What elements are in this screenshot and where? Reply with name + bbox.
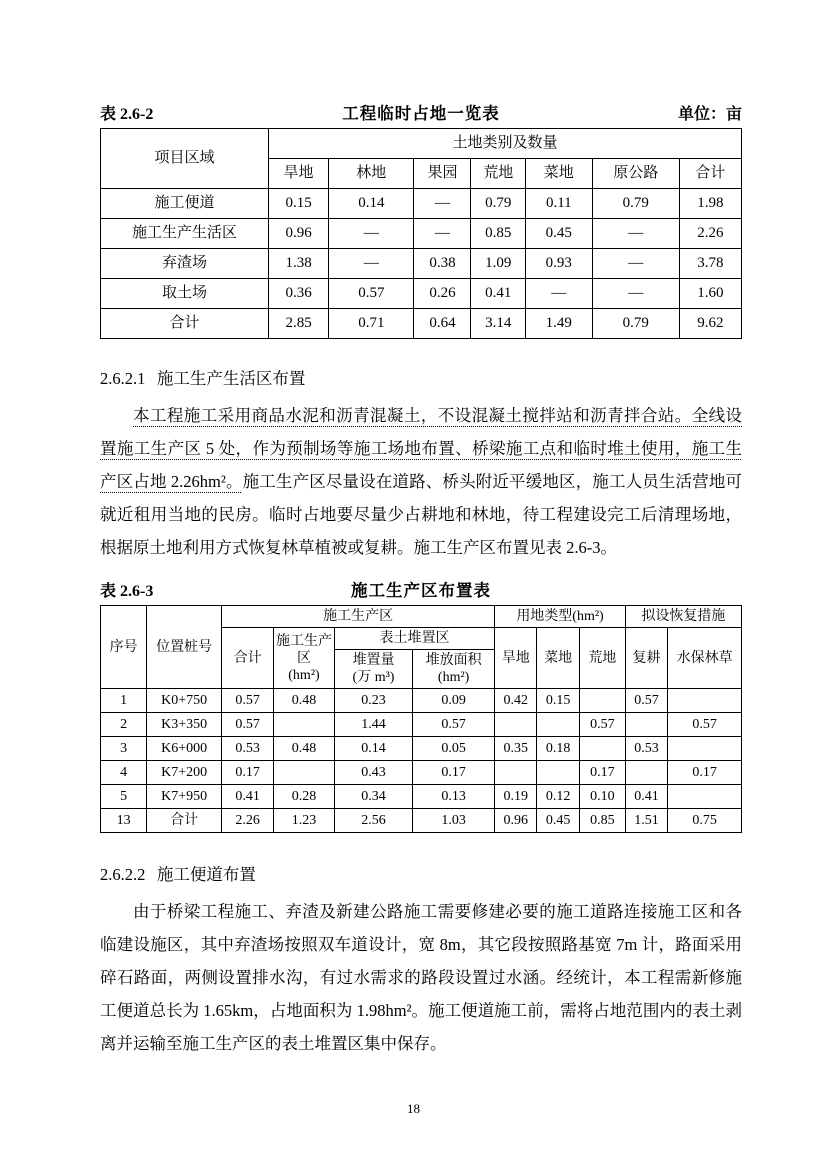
data-cell: 3.78 — [679, 249, 741, 279]
col-header: 菜地 — [525, 159, 592, 189]
data-cell: 0.57 — [668, 713, 742, 737]
table-row — [101, 689, 742, 713]
table-row — [101, 761, 742, 785]
data-cell: 0.14 — [334, 737, 412, 761]
table2-caption-label: 表 2.6-3 — [100, 583, 154, 600]
data-cell — [579, 689, 625, 713]
data-cell: 2 — [101, 713, 147, 737]
body-paragraph-1 — [100, 399, 742, 564]
table-row — [101, 785, 742, 809]
data-cell: 0.85 — [471, 219, 525, 249]
col-header: 林地 — [329, 159, 414, 189]
data-cell: 0.75 — [668, 809, 742, 833]
data-cell — [668, 737, 742, 761]
data-cell: K7+950 — [147, 785, 222, 809]
col-header-vegetable: 菜地 — [537, 628, 579, 689]
data-cell — [274, 713, 335, 737]
col-header-wasteland: 荒地 — [579, 628, 625, 689]
table-row — [101, 809, 742, 833]
data-cell: 1.23 — [274, 809, 335, 833]
section-number: 2.6.2.2 — [100, 865, 146, 884]
data-cell: 1.51 — [625, 809, 667, 833]
data-cell: 0.36 — [268, 279, 328, 309]
data-cell: K3+350 — [147, 713, 222, 737]
data-cell: 0.05 — [413, 737, 495, 761]
data-cell: 1.38 — [268, 249, 328, 279]
header-label: 堆置量 — [352, 653, 395, 668]
col-header-total: 合计 — [222, 628, 274, 689]
data-cell — [274, 761, 335, 785]
data-cell: — — [414, 189, 471, 219]
data-cell: 1.09 — [471, 249, 525, 279]
data-cell: 2.85 — [268, 309, 328, 339]
table-row — [101, 249, 742, 279]
data-cell: 0.48 — [274, 689, 335, 713]
data-cell — [537, 761, 579, 785]
data-cell: 0.53 — [625, 737, 667, 761]
table-row — [101, 713, 742, 737]
table-row — [101, 189, 742, 219]
data-cell — [668, 785, 742, 809]
data-cell: 0.48 — [274, 737, 335, 761]
col-header-recultivation: 复耕 — [625, 628, 667, 689]
section-heading-2621 — [100, 365, 742, 389]
data-cell: K6+000 — [147, 737, 222, 761]
data-cell — [625, 713, 667, 737]
data-cell: 0.12 — [537, 785, 579, 809]
data-cell: 2.26 — [222, 809, 274, 833]
table-row — [101, 737, 742, 761]
paragraph-text: 施工生产区尽量设在道路、桥头附近平缓地区，施工人员生活营地可就近租用当地的民房。临时占地要尽量少占耕地和林地，待工程建设完工后清理场地，根据原土地利用方式恢复林草植被或复耕。施工生产区布置见表 2.6-3。 — [100, 472, 743, 557]
col-header-forest-grass: 水保林草 — [668, 628, 742, 689]
section-heading-2622 — [100, 861, 742, 885]
data-cell: 0.96 — [268, 219, 328, 249]
data-cell: 1 — [101, 689, 147, 713]
data-cell: 0.79 — [471, 189, 525, 219]
col-header-landtype-group: 用地类型(hm²) — [495, 606, 626, 628]
col-header-land-type-group: 土地类别及数量 — [268, 129, 741, 159]
data-cell: — — [592, 279, 679, 309]
row-label: 弃渣场 — [101, 249, 269, 279]
data-cell: 0.53 — [222, 737, 274, 761]
col-header: 原公路 — [592, 159, 679, 189]
table1-caption-label: 表 2.6-2 — [100, 106, 154, 123]
section-title: 施工生产生活区布置 — [156, 369, 306, 388]
table2-title: 施工生产区布置表 — [351, 581, 491, 600]
data-cell: K7+200 — [147, 761, 222, 785]
data-cell: 0.41 — [625, 785, 667, 809]
data-cell: 0.45 — [525, 219, 592, 249]
data-cell: 0.13 — [413, 785, 495, 809]
temporary-land-occupation-table — [100, 128, 742, 339]
data-cell: 0.17 — [668, 761, 742, 785]
header-label: 施工生产区 — [275, 633, 332, 666]
data-cell: 3.14 — [471, 309, 525, 339]
data-cell — [579, 737, 625, 761]
col-header-production-area — [274, 628, 335, 689]
data-cell: — — [592, 249, 679, 279]
data-cell: 13 — [101, 809, 147, 833]
data-cell: 0.38 — [414, 249, 471, 279]
data-cell: 1.49 — [525, 309, 592, 339]
table-row — [101, 279, 742, 309]
data-cell — [668, 689, 742, 713]
row-label: 施工生产生活区 — [101, 219, 269, 249]
data-cell: 0.45 — [537, 809, 579, 833]
col-header-pile-volume — [334, 650, 412, 689]
data-cell: 0.71 — [329, 309, 414, 339]
data-cell: 1.98 — [679, 189, 741, 219]
data-cell: 0.34 — [334, 785, 412, 809]
data-cell: 0.09 — [413, 689, 495, 713]
data-cell — [537, 713, 579, 737]
data-cell: 2.26 — [679, 219, 741, 249]
underlined-text: 本工程施工采用商品水泥和沥青混凝土，不设混凝土搅拌站和沥青拌合站。全线设置施工生产区 5 处，作为预制场等施工场地布置、桥梁施工点和临时堆土使用，施工生产区占地 2.26hm²。 — [100, 406, 742, 491]
data-cell: 0.57 — [222, 713, 274, 737]
data-cell: 2.56 — [334, 809, 412, 833]
data-cell: 0.15 — [537, 689, 579, 713]
page-number: 18 — [407, 1101, 420, 1116]
data-cell: 9.62 — [679, 309, 741, 339]
header-unit: (hm²) — [288, 667, 320, 683]
col-header-serial: 序号 — [101, 606, 147, 689]
table1-unit-label: 单位：亩 — [677, 106, 742, 123]
data-cell: 0.17 — [413, 761, 495, 785]
table1-title: 工程临时占地一览表 — [342, 104, 500, 123]
data-cell: 0.85 — [579, 809, 625, 833]
col-header-production-group: 施工生产区 — [222, 606, 495, 628]
header-unit: (万 m³) — [352, 670, 395, 685]
col-header-pile-area — [413, 650, 495, 689]
data-cell: 0.41 — [471, 279, 525, 309]
data-cell: K0+750 — [147, 689, 222, 713]
data-cell: 合计 — [147, 809, 222, 833]
data-cell: 0.57 — [329, 279, 414, 309]
data-cell: 0.93 — [525, 249, 592, 279]
data-cell: 0.18 — [537, 737, 579, 761]
col-header-dryland: 旱地 — [495, 628, 537, 689]
data-cell: — — [329, 249, 414, 279]
production-area-layout-table — [100, 605, 742, 833]
data-cell: — — [592, 219, 679, 249]
table-row — [101, 219, 742, 249]
data-cell: — — [525, 279, 592, 309]
table-row — [101, 606, 742, 628]
table1-caption — [100, 100, 742, 124]
data-cell: 3 — [101, 737, 147, 761]
data-cell: 0.57 — [625, 689, 667, 713]
data-cell: 0.11 — [525, 189, 592, 219]
data-cell: 0.42 — [495, 689, 537, 713]
data-cell: 0.64 — [414, 309, 471, 339]
data-cell: 0.79 — [592, 309, 679, 339]
col-header-project-area: 项目区域 — [101, 129, 269, 189]
data-cell: 1.60 — [679, 279, 741, 309]
data-cell: 5 — [101, 785, 147, 809]
data-cell: 0.19 — [495, 785, 537, 809]
body-paragraph-2 — [100, 895, 742, 1060]
data-cell: 0.10 — [579, 785, 625, 809]
data-cell: 0.14 — [329, 189, 414, 219]
header-label: 堆放面积 — [425, 653, 482, 668]
col-header: 合计 — [679, 159, 741, 189]
data-cell: — — [414, 219, 471, 249]
row-label: 施工便道 — [101, 189, 269, 219]
data-cell — [495, 761, 537, 785]
col-header: 旱地 — [268, 159, 328, 189]
data-cell: 0.35 — [495, 737, 537, 761]
row-label: 取土场 — [101, 279, 269, 309]
section-number: 2.6.2.1 — [100, 369, 146, 388]
data-cell: 0.23 — [334, 689, 412, 713]
data-cell: — — [329, 219, 414, 249]
data-cell — [625, 761, 667, 785]
col-header-station: 位置桩号 — [147, 606, 222, 689]
data-cell: 0.79 — [592, 189, 679, 219]
table2-caption — [100, 577, 742, 601]
data-cell: 0.43 — [334, 761, 412, 785]
data-cell: 0.57 — [579, 713, 625, 737]
col-header-topsoil-group: 表土堆置区 — [334, 628, 494, 650]
data-cell: 0.41 — [222, 785, 274, 809]
data-cell — [495, 713, 537, 737]
data-cell: 0.57 — [413, 713, 495, 737]
row-label: 合计 — [101, 309, 269, 339]
header-unit: (hm²) — [437, 670, 470, 685]
col-header-recovery-group: 拟设恢复措施 — [625, 606, 741, 628]
data-cell: 0.15 — [268, 189, 328, 219]
data-cell: 0.96 — [495, 809, 537, 833]
data-cell: 0.28 — [274, 785, 335, 809]
data-cell: 0.26 — [414, 279, 471, 309]
data-cell: 0.57 — [222, 689, 274, 713]
paragraph-text: 由于桥梁工程施工、弃渣及新建公路施工需要修建必要的施工道路连接施工区和各临建设施区，其中弃渣场按照双车道设计，宽 8m，其它段按照路基宽 7m 计，路面采用碎石路面，两侧设置排水沟，有过水需求的路段设置过水涵。经统计，本工程需新修施工便道总长为 1.65km，占地面积为 1.98hm²。施工便道施工前，需将占地范围内的表土剥离并运输至施工生产区的表土堆置区集中保存。 — [100, 902, 742, 1053]
col-header: 果园 — [414, 159, 471, 189]
table-row — [101, 129, 742, 159]
col-header: 荒地 — [471, 159, 525, 189]
data-cell: 0.17 — [579, 761, 625, 785]
data-cell: 1.03 — [413, 809, 495, 833]
data-cell: 1.44 — [334, 713, 412, 737]
data-cell: 0.17 — [222, 761, 274, 785]
table-row — [101, 309, 742, 339]
section-title: 施工便道布置 — [156, 865, 256, 884]
data-cell: 4 — [101, 761, 147, 785]
